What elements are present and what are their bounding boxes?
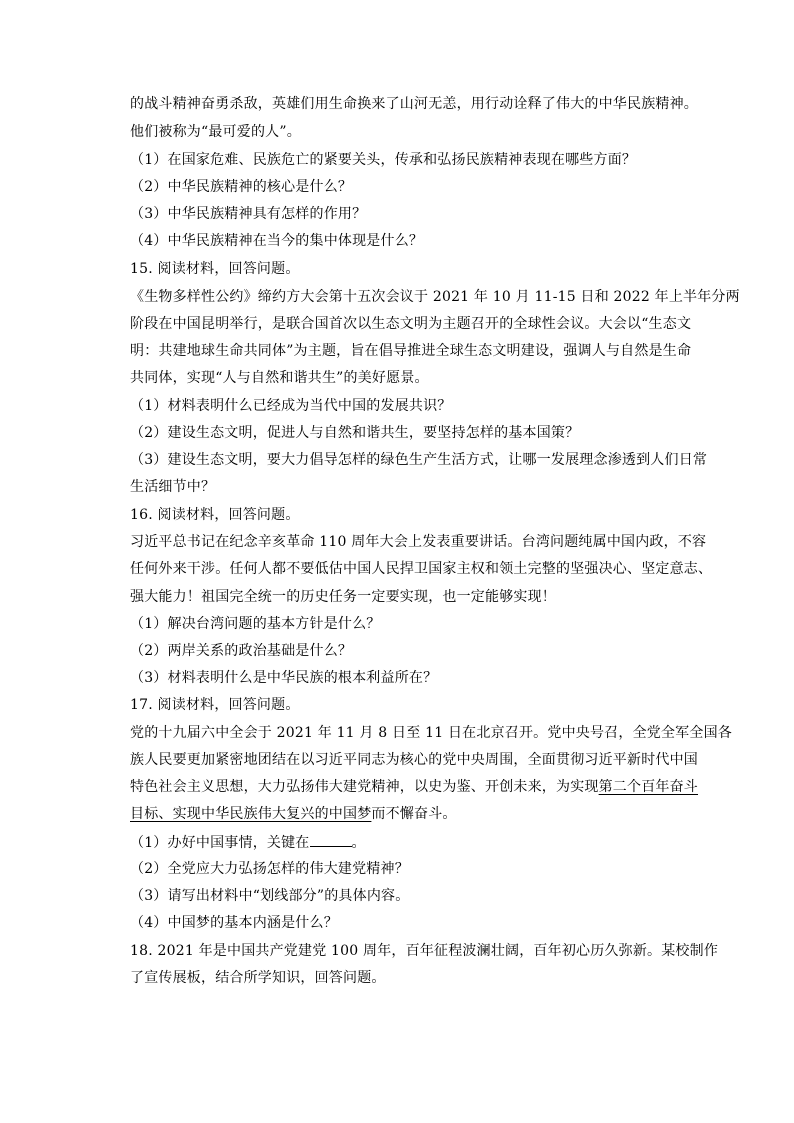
q16-material-line-1: 习近平总书记在纪念辛亥革命 110 周年大会上发表重要讲话。台湾问题纯属中国内政，不容 — [130, 534, 707, 550]
q15-material-line-2: 阶段在中国昆明举行，是联合国首次以生态文明为主题召开的全球性会议。大会以“生态文 — [130, 316, 692, 332]
q17-underlined-part-1: 第二个百年奋斗 — [598, 779, 699, 795]
q14-sub-question-4: （4）中华民族精神在当今的集中体现是什么？ — [130, 233, 424, 249]
q14-material-line-1: 的战斗精神奋勇杀敌，英雄们用生命换来了山河无恙，用行动诠释了伟大的中华民族精神。 — [130, 96, 698, 112]
q17-sub-question-1 — [130, 832, 366, 853]
q16-sub-question-3: （3）材料表明什么是中华民族的根本利益所在？ — [130, 670, 438, 686]
q17-sub-question-2: （2）全党应大力弘扬怎样的伟大建党精神？ — [130, 861, 409, 877]
q17-heading: 17. 阅读材料，回答问题。 — [130, 697, 300, 713]
q15-heading: 15. 阅读材料，回答问题。 — [130, 261, 300, 277]
q17-material-line-2: 族人民要更加紧密地团结在以习近平同志为核心的党中央周围，全面贯彻习近平新时代中国 — [130, 752, 698, 768]
q16-heading: 16. 阅读材料，回答问题。 — [130, 507, 300, 523]
q16-material-line-2: 任何外来干涉。任何人都不要低估中国人民捍卫国家主权和领土完整的坚强决心、坚定意志、 — [130, 561, 713, 577]
q15-sub-question-2: （2）建设生态文明，促进人与自然和谐共生，要坚持怎样的基本国策？ — [130, 425, 580, 441]
q15-sub-question-3-line-2: 生活细节中？ — [130, 479, 216, 495]
q17-sub-question-1-text: （1）办好中国事情，关键在 — [130, 835, 310, 851]
q17-sub-question-3: （3）请写出材料中“划线部分”的具体内容。 — [130, 888, 410, 904]
q18-stem-line-1: 18. 2021 年是中国共产党建党 100 周年，百年征程波澜壮阔，百年初心历久弥新。某校制作 — [130, 943, 719, 959]
q15-sub-question-3-line-1: （3）建设生态文明，要大力倡导怎样的绿色生产生活方式，让哪一发展理念渗透到人们日常 — [130, 452, 708, 468]
q15-material-line-3: 明：共建地球生命共同体”为主题，旨在倡导推进全球生态文明建设，强调人与自然是生命 — [130, 343, 692, 359]
q17-material-line-4 — [130, 804, 457, 824]
q17-sub-question-4: （4）中国梦的基本内涵是什么？ — [130, 915, 338, 931]
q15-material-line-4: 共同体，实现“人与自然和谐共生”的美好愿景。 — [130, 370, 429, 386]
q16-sub-question-2: （2）两岸关系的政治基础是什么？ — [130, 643, 353, 659]
q17-underlined-part-2: 目标、实现中华民族伟大复兴的中国梦 — [130, 806, 372, 822]
q15-sub-question-1: （1）材料表明什么已经成为当代中国的发展共识？ — [130, 398, 452, 414]
q18-stem-line-2: 了宣传展板，结合所学知识，回答问题。 — [130, 970, 386, 986]
q17-material-line-4-text: 而不懈奋斗。 — [371, 806, 457, 822]
q14-sub-question-3: （3）中华民族精神具有怎样的作用？ — [130, 206, 367, 222]
answer-blank — [310, 832, 352, 847]
q16-sub-question-1: （1）解决台湾问题的基本方针是什么？ — [130, 616, 381, 632]
q17-material-line-1: 党的十九届六中全会于 2021 年 11 月 8 日至 11 日在北京召开。党中央号召，全党全军全国各 — [130, 725, 732, 741]
q16-material-line-3: 强大能力！祖国完全统一的历史任务一定要实现，也一定能够实现！ — [130, 589, 556, 605]
q17-material-line-3-text: 特色社会主义思想，大力弘扬伟大建党精神，以史为鉴、开创未来，为实现 — [130, 779, 599, 795]
q17-material-line-3 — [130, 777, 698, 797]
q14-sub-question-1: （1）在国家危难、民族危亡的紧要关头，传承和弘扬民族精神表现在哪些方面？ — [130, 152, 637, 168]
q15-material-line-1: 《生物多样性公约》缔约方大会第十五次会议于 2021 年 10 月 11-15 日和 2022 年上半年分两 — [130, 289, 740, 305]
q14-sub-question-2: （2）中华民族精神的核心是什么？ — [130, 179, 353, 195]
q14-material-line-2: 他们被称为“最可爱的人”。 — [130, 124, 301, 140]
q17-sub-question-1-end: 。 — [351, 835, 366, 851]
